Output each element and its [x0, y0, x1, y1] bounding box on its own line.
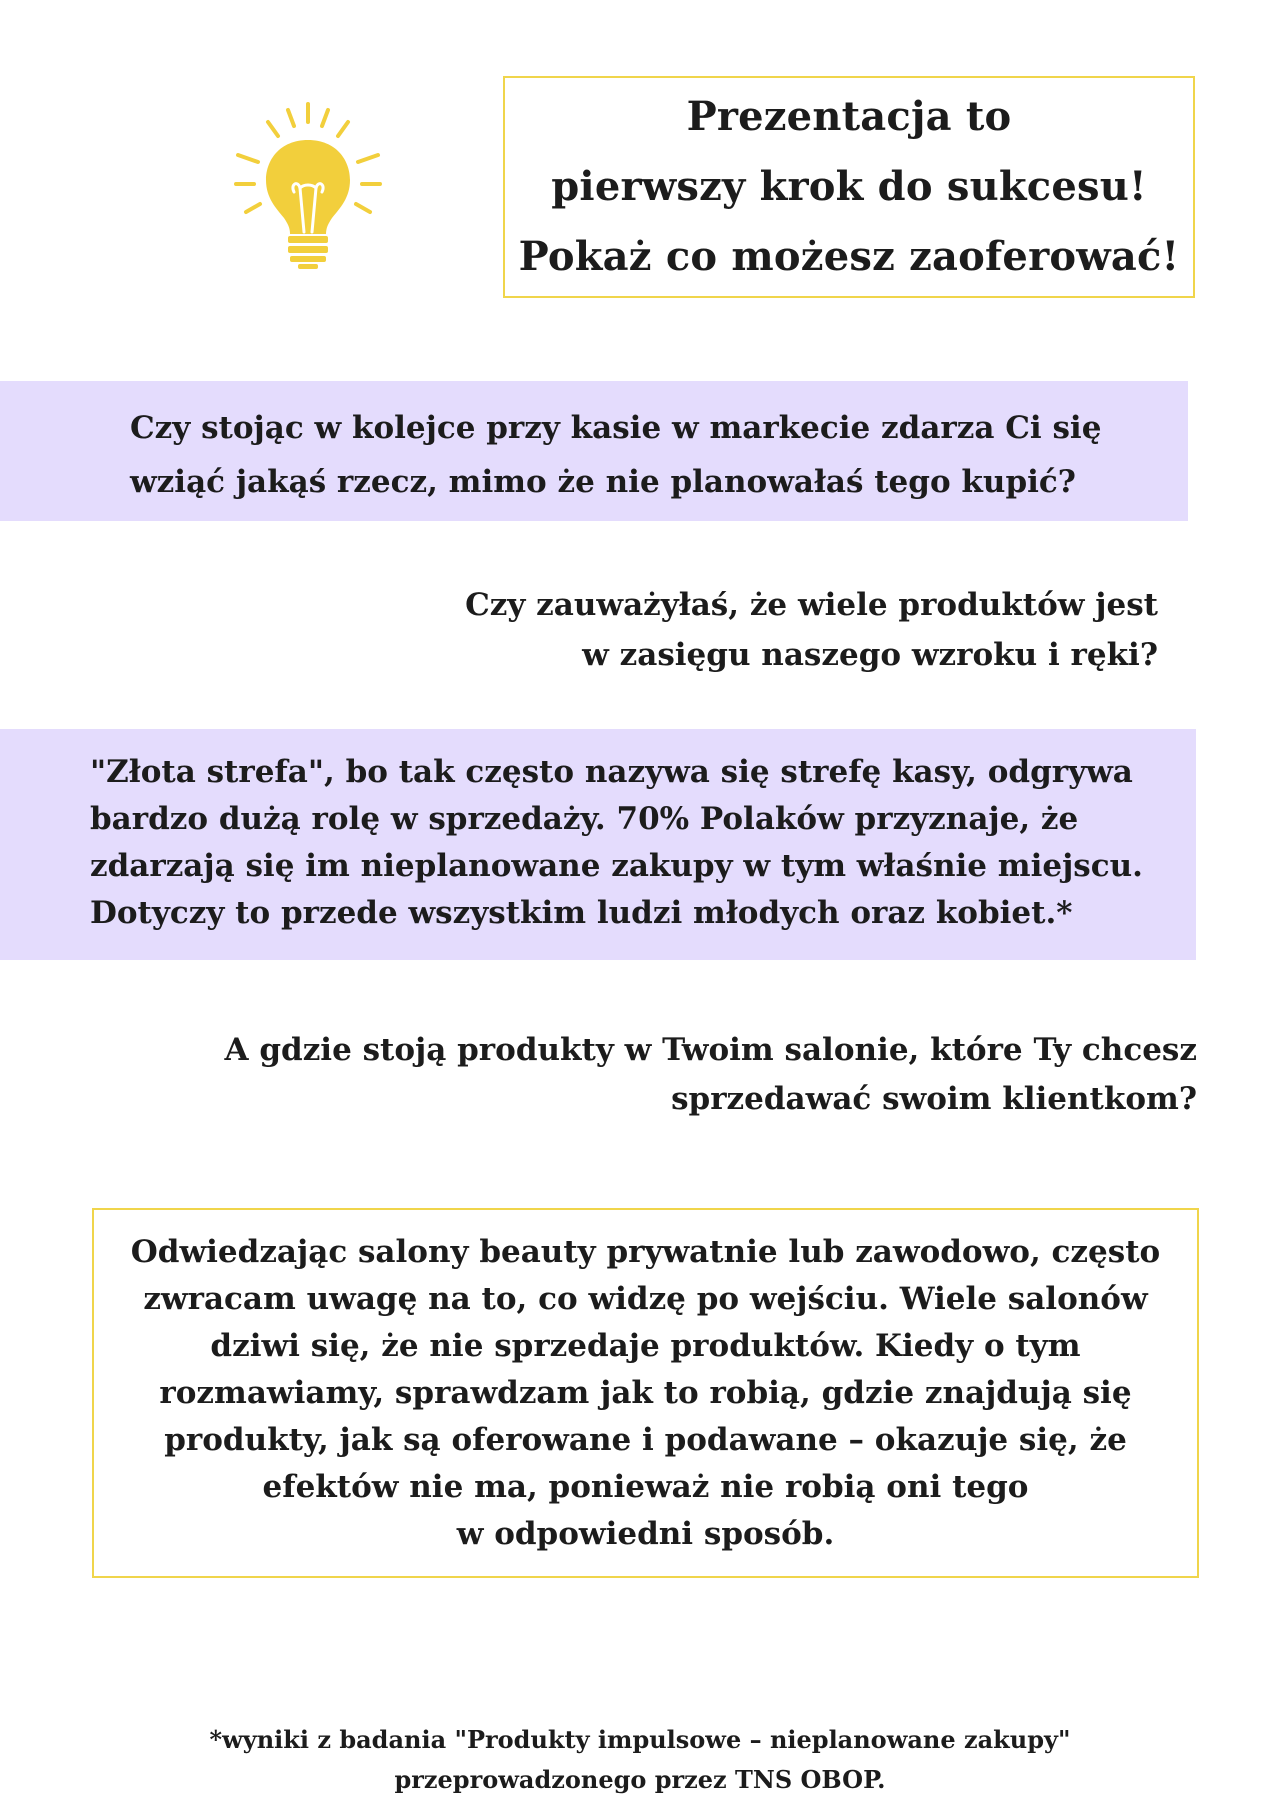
question-1-line: wziąć jakąś rzecz, mimo że nie planowałaś tego kupić?	[130, 464, 1076, 500]
footnote-line: przeprowadzonego przez TNS OBOP.	[394, 1765, 886, 1794]
question-3-line: A gdzie stoją produkty w Twoim salonie, które Ty chcesz	[224, 1032, 1197, 1068]
headline-line: Prezentacja to	[686, 93, 1012, 140]
question-3-text	[147, 1026, 1197, 1124]
golden-zone-line: "Złota strefa", bo tak często nazywa się strefę kasy, odgrywa	[90, 754, 1133, 790]
question-2-line: w zasięgu naszego wzroku i ręki?	[582, 637, 1158, 673]
question-2-line: Czy zauważyłaś, że wiele produktów jest	[465, 587, 1158, 623]
story-line: Odwiedzając salony beauty prywatnie lub zawodowo, często	[130, 1233, 1161, 1270]
story-line: w odpowiedni sposób.	[456, 1515, 835, 1552]
question-1-line: Czy stojąc w kolejce przy kasie w markecie zdarza Ci się	[130, 410, 1102, 446]
story-line: produkty, jak są oferowane i podawane – okazuje się, że	[164, 1421, 1127, 1458]
story-line: dziwi się, że nie sprzedaje produktów. Kiedy o tym	[210, 1327, 1081, 1364]
question-3-line: sprzedawać swoim klientkom?	[671, 1081, 1197, 1117]
golden-zone-line: bardzo dużą rolę w sprzedaży. 70% Polaków przyznaje, że	[90, 801, 1079, 837]
golden-zone-line: zdarzają się im nieplanowane zakupy w tym właśnie miejscu.	[90, 848, 1143, 884]
golden-zone-text	[90, 749, 1190, 937]
question-band-1	[0, 381, 1188, 521]
story-box	[92, 1208, 1199, 1578]
question-2-text	[258, 580, 1158, 680]
story-line: efektów nie ma, ponieważ nie robią oni tego	[262, 1468, 1029, 1505]
footnote-line: *wyniki z badania "Produkty impulsowe – nieplanowane zakupy"	[209, 1725, 1071, 1754]
headline-box	[503, 76, 1195, 298]
lightbulb-icon	[228, 100, 388, 270]
story-line: rozmawiamy, sprawdzam jak to robią, gdzie znajdują się	[159, 1374, 1132, 1411]
headline-line: pierwszy krok do sukcesu!	[551, 163, 1147, 210]
headline-line: Pokaż co możesz zaoferować!	[518, 233, 1180, 280]
story-line: zwracam uwagę na to, co widzę po wejściu. Wiele salonów	[143, 1280, 1148, 1317]
golden-zone-band	[0, 729, 1196, 960]
question-1-text	[130, 401, 1101, 509]
footnote	[0, 1720, 1280, 1800]
story-text	[106, 1229, 1186, 1558]
golden-zone-line: Dotyczy to przede wszystkim ludzi młodych oraz kobiet.*	[90, 895, 1073, 931]
